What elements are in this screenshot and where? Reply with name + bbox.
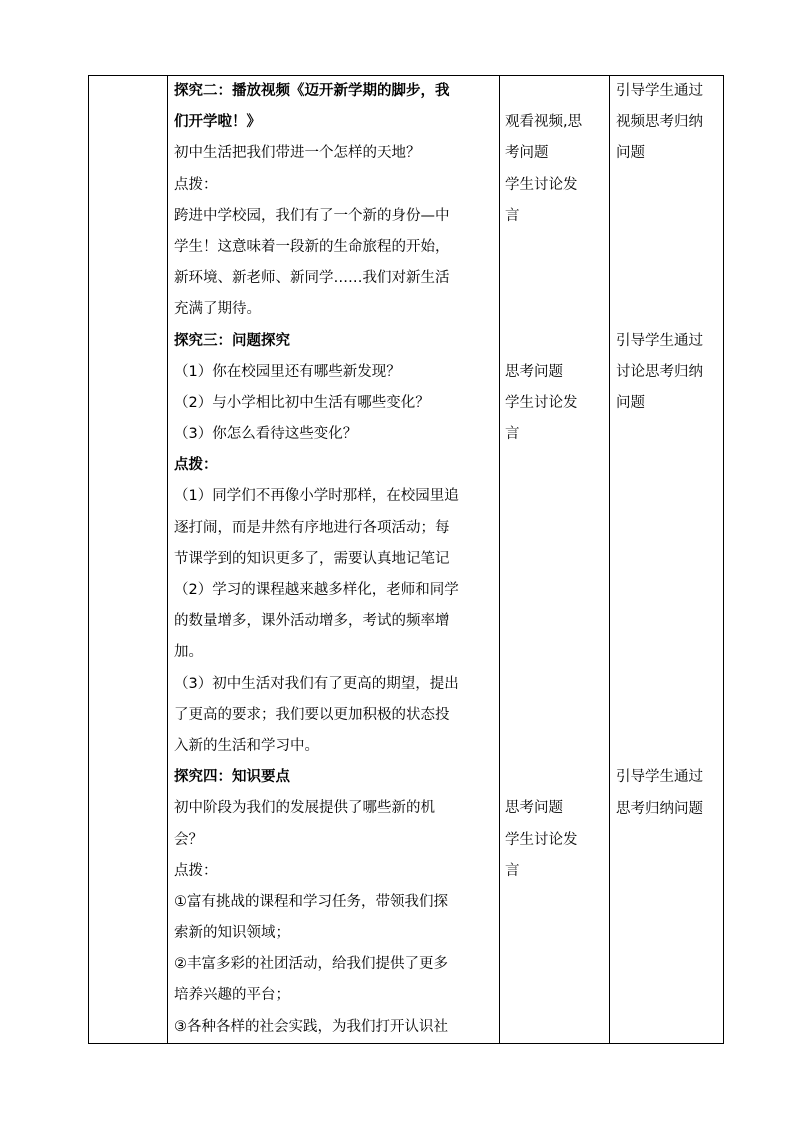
inquiry-2-hint-line: 跨进中学校园，我们有了一个新的身份—中 — [174, 207, 450, 224]
student-activity-line: 言 — [505, 207, 520, 224]
inquiry-3-question: （3）你怎么看待这些变化？ — [174, 426, 358, 443]
inquiry-3-question: （1）你在校园里还有哪些新发现？ — [174, 363, 401, 380]
teacher-intent-line: 视频思考归纳 — [616, 114, 703, 131]
inquiry-3-hint-line: 的数量增多，课外活动增多，考试的频率增 — [174, 613, 450, 630]
inquiry-2-hint-line: 充满了期待。 — [174, 301, 261, 318]
inquiry-4-hint-line: ②丰富多彩的社团活动，给我们提供了更多 — [174, 956, 448, 973]
student-activity-line: 思考问题 — [505, 800, 563, 817]
inquiry-3-hint-line: 了更高的要求；我们要以更加积极的状态投 — [174, 706, 450, 723]
stage-column-cell — [89, 76, 168, 1044]
teacher-intent-line: 问题 — [616, 394, 645, 411]
teacher-intent-line: 引导学生通过 — [616, 769, 703, 786]
teacher-intent-line: 问题 — [616, 145, 645, 162]
inquiry-3-hint-line: 节课学到的知识更多了，需要认真地记笔记 — [174, 550, 450, 567]
inquiry-2-question: 初中生活把我们带进一个怎样的天地？ — [174, 145, 421, 162]
inquiry-3-hint-label: 点拨： — [174, 457, 218, 474]
inquiry-4-hint-label: 点拨： — [174, 862, 218, 879]
student-activity-line: 学生讨论发 — [505, 394, 578, 411]
inquiry-4-hint-line: 索新的知识领域； — [174, 925, 290, 942]
inquiry-2-hint-line: 学生！这意味着一段新的生命旅程的开始， — [174, 238, 450, 255]
student-activity-cell — [500, 76, 610, 1044]
inquiry-2-hint-label: 点拨： — [174, 176, 218, 193]
student-activity-line: 言 — [505, 862, 520, 879]
table-row — [89, 76, 724, 1044]
inquiry-3-hint-line: 加。 — [174, 644, 203, 661]
inquiry-3-hint-line: （1）同学们不再像小学时那样，在校园里追 — [174, 488, 459, 505]
student-activity-line: 观看视频,思 — [505, 114, 583, 131]
teacher-intent-line: 讨论思考归纳 — [616, 363, 703, 380]
teacher-intent-line: 引导学生通过 — [616, 332, 703, 349]
inquiry-3-hint-line: 逐打闹，而是井然有序地进行各项活动；每 — [174, 519, 450, 536]
inquiry-4-hint-line: 培养兴趣的平台； — [174, 987, 290, 1004]
student-activity-line: 思考问题 — [505, 363, 563, 380]
teaching-content-cell — [168, 76, 500, 1044]
inquiry-4-hint-line: ①富有挑战的课程和学习任务，带领我们探 — [174, 893, 448, 910]
inquiry-4-title: 探究四：知识要点 — [174, 769, 290, 786]
inquiry-3-question: （2）与小学相比初中生活有哪些变化？ — [174, 394, 430, 411]
student-activity-line: 言 — [505, 426, 520, 443]
student-activity-line: 考问题 — [505, 145, 549, 162]
inquiry-3-hint-line: 入新的生活和学习中。 — [174, 737, 319, 754]
student-activity-line: 学生讨论发 — [505, 831, 578, 848]
inquiry-3-block — [174, 326, 494, 763]
teacher-intent-line: 思考归纳问题 — [616, 800, 703, 817]
inquiry-4-question: 会？ — [174, 831, 203, 848]
lesson-plan-table — [88, 75, 724, 1044]
inquiry-4-question: 初中阶段为我们的发展提供了哪些新的机 — [174, 800, 435, 817]
teacher-intent-cell — [610, 76, 724, 1044]
inquiry-3-title: 探究三：问题探究 — [174, 332, 290, 349]
inquiry-2-title: 探究二：播放视频《迈开新学期的脚步，我 — [174, 83, 450, 99]
teacher-intent-line: 引导学生通过 — [616, 83, 703, 99]
inquiry-3-hint-line: （3）初中生活对我们有了更高的期望，提出 — [174, 675, 459, 692]
inquiry-2-block — [174, 76, 494, 326]
inquiry-2-title: 们开学啦！》 — [174, 114, 261, 131]
inquiry-2-hint-line: 新环境、新老师、新同学……我们对新生活 — [174, 270, 450, 287]
inquiry-4-hint-line: ③各种各样的社会实践，为我们打开认识社 — [174, 1018, 448, 1035]
student-activity-line: 学生讨论发 — [505, 176, 578, 193]
inquiry-3-hint-line: （2）学习的课程越来越多样化，老师和同学 — [174, 582, 459, 598]
inquiry-4-block — [174, 762, 494, 1043]
